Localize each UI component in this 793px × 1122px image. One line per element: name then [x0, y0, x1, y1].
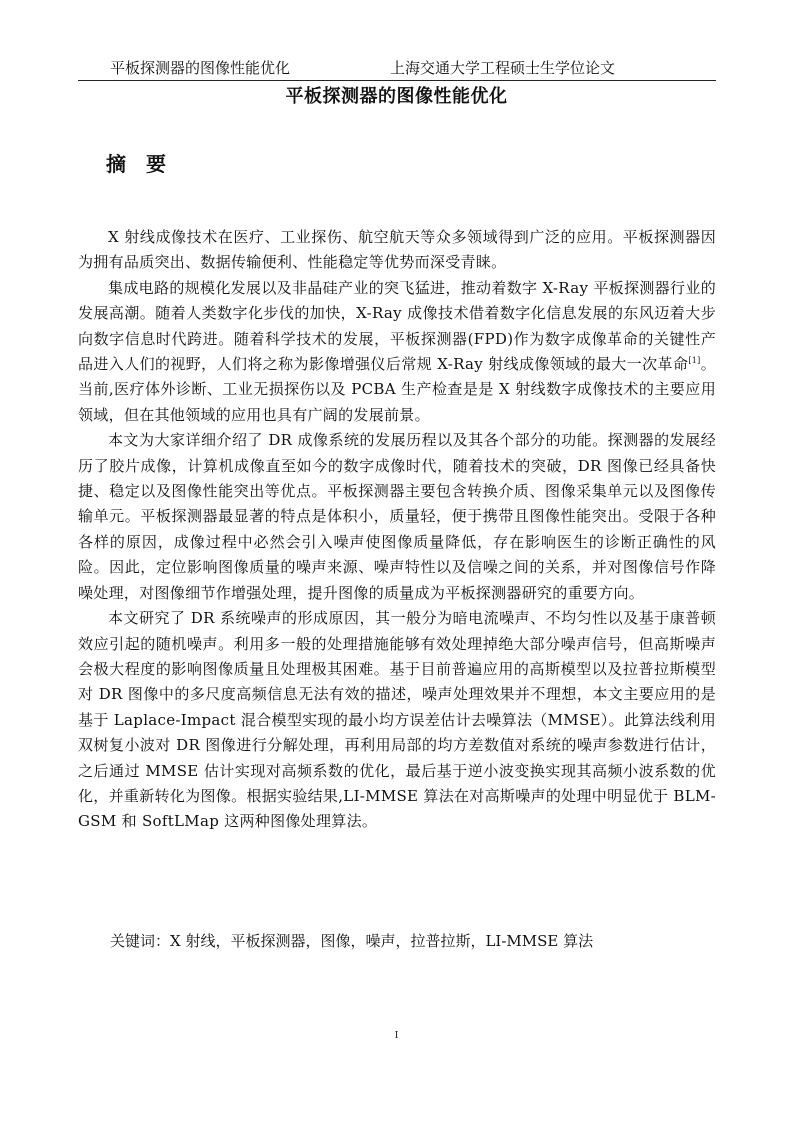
header-right-university: 上海交通大学工程硕士生学位论文 — [390, 59, 616, 77]
paragraph-2 — [78, 276, 716, 428]
paragraph-3: 本文为大家详细介绍了 DR 成像系统的发展历程以及其各个部分的功能。探测器的发展经历了胶片成像，计算机成像直至如今的数字成像时代，随着技术的突破，DR 图像已经具备快捷、稳定以及图像性能突出等优点。平板探测器主要包含转换介质、图像采集单元以及图像传输单元。平板探测器最显著的特点是体积小，质量轻，便于携带且图像性能突出。受限于各种各样的原因，成像过程中必然会引入噪声使图像质量降低，存在影响医生的诊断正确性的风险。因此，定位影响图像质量的噪声来源、噪声特性以及信噪之间的关系，并对图像信号作降噪处理，对图像细节作增强处理，提升图像的质量成为平板探测器研究的重要方向。 — [78, 431, 716, 602]
paragraph-2-tail: 。当前,医疗体外诊断、工业无损探伤以及 PCBA 生产检查是是 X 射线数字成像技术的主要应用领域，但在其他领域的应用也具有广阔的发展前景。 — [78, 355, 716, 424]
keywords-line — [110, 930, 593, 952]
paragraph-2-main: 集成电路的规模化发展以及非晶硅产业的突飞猛进，推动着数字 X-Ray 平板探测器行业的发展高潮。随着人类数字化步伐的加快，X-Ray 成像技术借着数字化信息发展的东风迈着大步向数字信息时代跨进。随着科学技术的发展，平板探测器(FPD)作为数字成像革命的关键性产品进入人们的视野，人们将之称为影像增强仪后常规 X-Ray 射线成像领域的最大一次革命 — [78, 278, 716, 374]
abstract-heading: 摘要 — [106, 152, 186, 176]
paragraph-4: 本文研究了 DR 系统噪声的形成原因，其一般分为暗电流噪声、不均匀性以及基于康普顿效应引起的随机噪声。利用多一般的处理措施能够有效处理掉绝大部分噪声信号，但高斯噪声会极大程度的影响图像质量且处理极其困难。基于目前普遍应用的高斯模型以及拉普拉斯模型对 DR 图像中的多尺度高频信息无法有效的描述，噪声处理效果并不理想，本文主要应用的是基于 Laplace-Impact 混合模型实现的最小均方误差估计去噪算法（MMSE）。此算法线利用双树复小波对 DR 图像进行分解处理，再利用局部的均方差数值对系统的噪声参数进行估计，之后通过 MMSE 估计实现对高频系数的优化，最后基于逆小波变换实现其高频小波系数的优化，并重新转化为图像。根据实验结果,LI-MMSE 算法在对高斯噪声的处理中明显优于 BLM-GSM 和 SoftLMap 这两种图像处理算法。 — [78, 609, 716, 831]
running-header — [78, 58, 716, 81]
keywords-value: X 射线，平板探测器，图像，噪声，拉普拉斯，LI-MMSE 算法 — [170, 932, 594, 950]
paragraph-1: X 射线成像技术在医疗、工业探伤、航空航天等众多领域得到广泛的应用。平板探测器因为拥有品质突出、数据传输便利、性能稳定等优势而深受青睐。 — [78, 228, 716, 272]
citation-marker: [1] — [688, 356, 701, 366]
page-number: I — [394, 1031, 399, 1041]
header-left-title: 平板探测器的图像性能优化 — [110, 59, 291, 77]
abstract-body — [78, 225, 716, 835]
document-title: 平板探测器的图像性能优化 — [285, 86, 508, 107]
keywords-label: 关键词： — [110, 932, 171, 950]
